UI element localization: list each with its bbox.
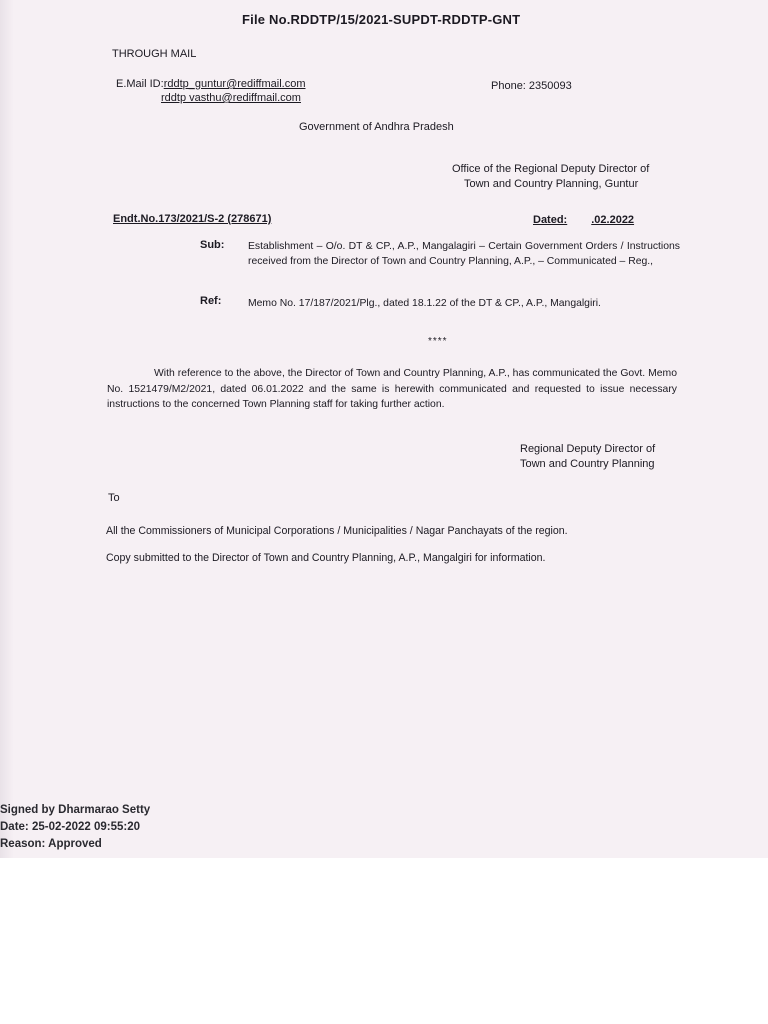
reference-label: Ref: — [200, 295, 222, 307]
scan-edge-shadow — [0, 0, 14, 858]
dated-line — [533, 214, 634, 226]
signature-date: Date: 25-02-2022 09:55:20 — [0, 821, 141, 833]
through-mail: THROUGH MAIL — [112, 48, 197, 60]
phone-number: Phone: 2350093 — [491, 80, 572, 92]
to-label: To — [108, 492, 120, 504]
signature-reason: Reason: Approved — [0, 838, 102, 850]
endorsement-number: Endt.No.173/2021/S-2 (278671) — [113, 213, 272, 225]
reference-text: Memo No. 17/187/2021/Plg., dated 18.1.22 of the DT & CP., A.P., Mangalgiri. — [248, 298, 601, 309]
email-secondary: rddtp vasthu@rediffmail.com — [161, 92, 301, 104]
letter-body: With reference to the above, the Director of Town and Country Planning, A.P., has communicated the Govt. Memo No. 1521479/M2/2021, dated 06.01.2022 and the same is herewith communicated and requested to issue necessary instructions to the concerned Town Planning staff for taking further action. — [107, 368, 677, 410]
subject-label: Sub: — [200, 239, 225, 251]
office-line-1: Office of the Regional Deputy Director of — [452, 163, 650, 175]
signed-by: Signed by Dharmarao Setty — [0, 804, 151, 816]
email-primary: rddtp_guntur@rediffmail.com — [163, 78, 306, 90]
signatory-line-2: Town and Country Planning — [520, 458, 655, 470]
file-number: File No.RDDTP/15/2021-SUPDT-RDDTP-GNT — [242, 12, 521, 27]
digital-signature-block — [0, 802, 150, 853]
subject-text: Establishment – O/o. DT & CP., A.P., Mangalagiri – Certain Government Orders / Instructions received from the Director of Town and Country Planning, A.P., – Communicated – Reg., — [248, 241, 680, 267]
government-heading: Government of Andhra Pradesh — [299, 121, 454, 133]
email-label: E.Mail ID: — [116, 78, 164, 90]
office-line-2: Town and Country Planning, Guntur — [464, 178, 639, 190]
dated-value: .02.2022 — [591, 214, 635, 226]
copy-to-line: Copy submitted to the Director of Town and Country Planning, A.P., Mangalgiri for information. — [106, 552, 546, 564]
dated-label: Dated: — [533, 214, 568, 226]
email-line — [116, 78, 306, 90]
signatory-line-1: Regional Deputy Director of — [520, 443, 656, 455]
separator-stars: **** — [428, 336, 448, 347]
recipients-line: All the Commissioners of Municipal Corporations / Municipalities / Nagar Panchayats of the region. — [106, 525, 568, 537]
